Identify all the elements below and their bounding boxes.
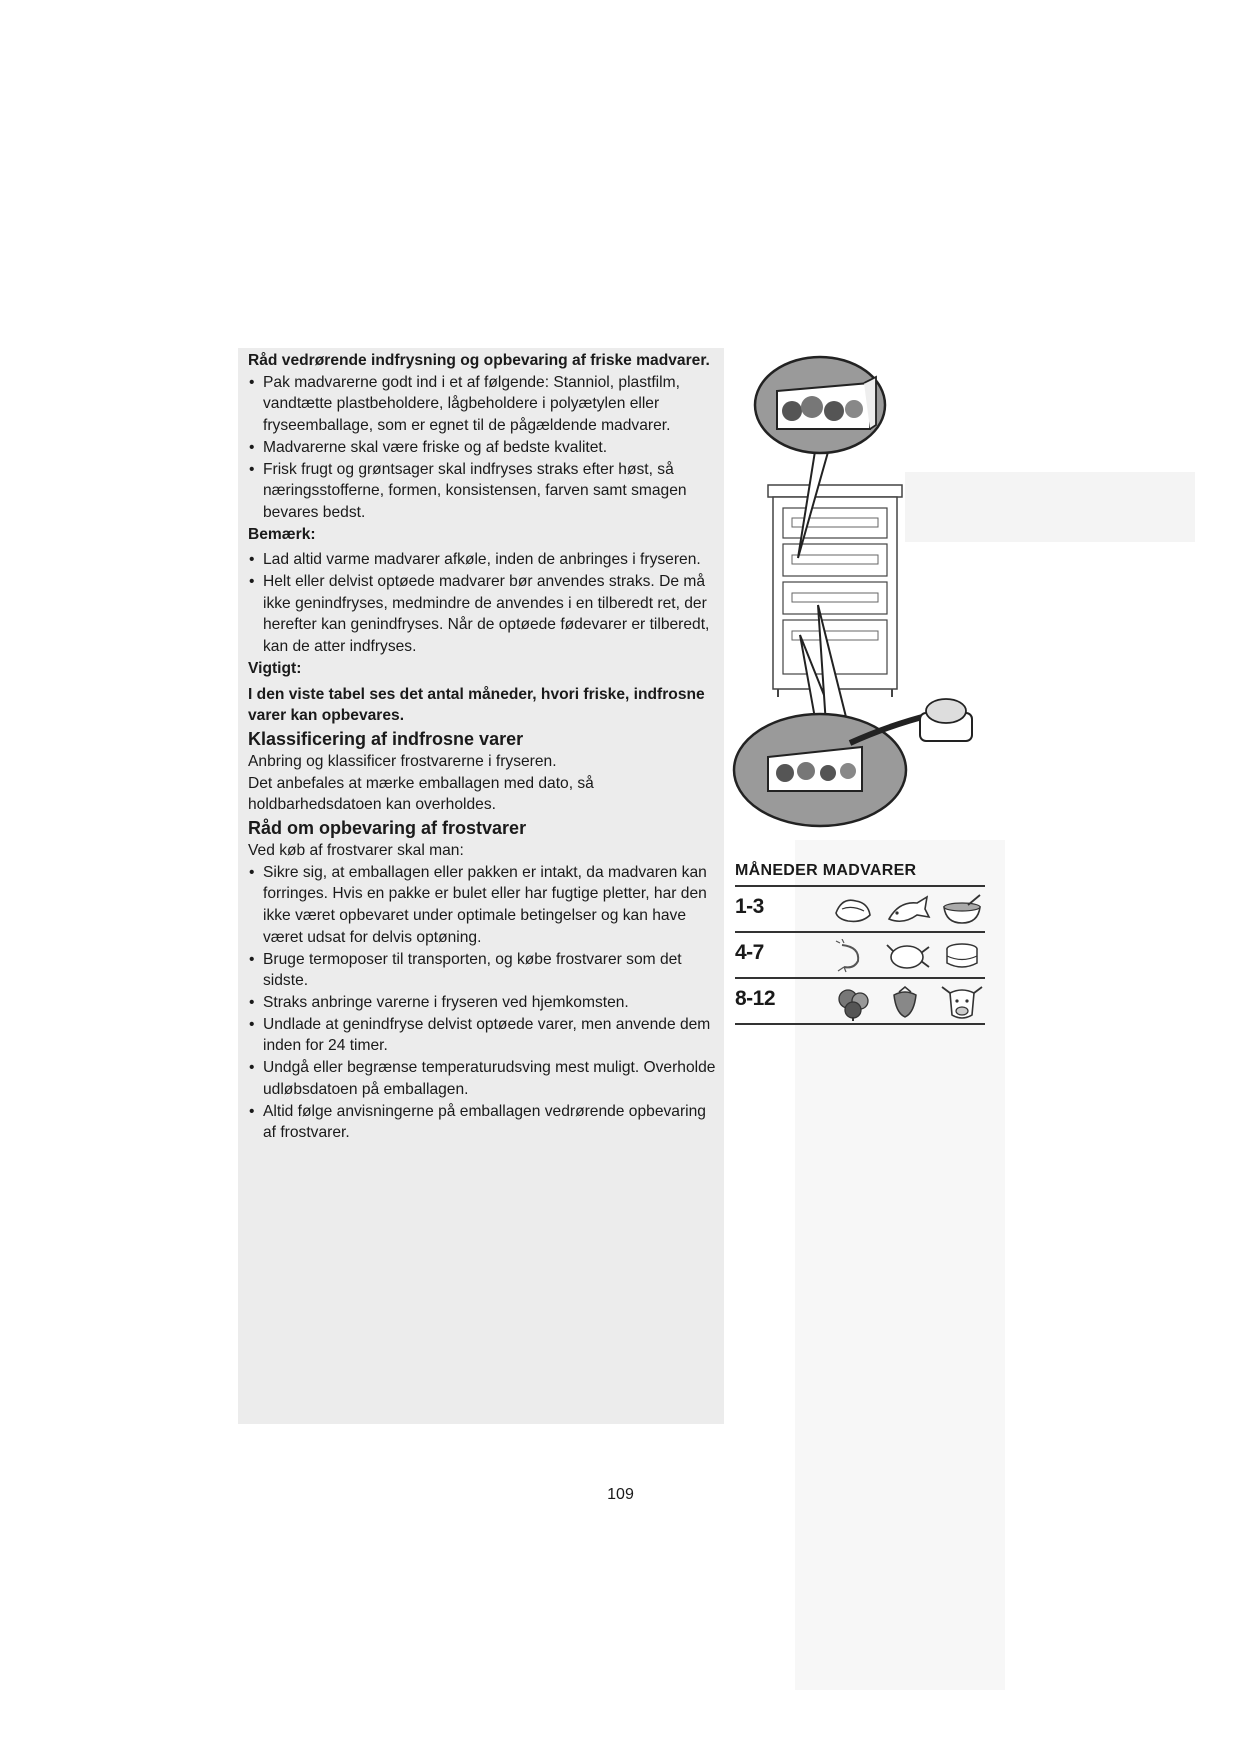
list-item: • Straks anbringe varerne i fryseren ved hjemkomsten.: [248, 992, 718, 1014]
table-row: [735, 887, 985, 933]
poultry-icon: [885, 939, 931, 973]
table-row: [735, 979, 985, 1025]
list-item: • Lad altid varme madvarer afkøle, inden de anbringes i fryseren.: [248, 549, 718, 571]
main-text-column: [248, 350, 718, 1144]
soup-bowl-icon: [940, 893, 984, 927]
cake-icon: [940, 939, 984, 973]
storage-months-table: [735, 862, 985, 1025]
list-item: • Pak madvarerne godt ind i et af følgende: Stanniol, plastfilm, vandtætte plastbeholdere, lågbeholdere i polyætylen eller fryseemballage, som er egnet til de pågældende madvarer.: [248, 372, 718, 437]
list-item: • Madvarerne skal være friske og af bedste kvalitet.: [248, 437, 718, 459]
classification-line: Anbring og klassificer frostvarerne i fryseren.: [248, 752, 557, 770]
shrimp-icon: [832, 939, 872, 973]
storage-list: [248, 862, 718, 1144]
shellfish-icon: [832, 893, 876, 927]
important-text: I den viste tabel ses det antal måneder, hvori friske, indfrosne varer kan opbevares.: [248, 685, 705, 725]
freezer-cabinet-icon: [768, 485, 902, 697]
vegetables-icon: [832, 985, 876, 1021]
list-item: • Helt eller delvist optøede madvarer bør anvendes straks. De må ikke genindfryses, medmindre de anvendes i en tilberedt ret, der herefter kan genindfryses. Når de optøede fødevarer er tilberedt, kan de atter indfryses.: [248, 571, 718, 658]
list-item: • Frisk frugt og grøntsager skal indfryses straks efter høst, så næringsstofferne, formen, konsistensen, farven samt smagen bevares bedst.: [248, 459, 718, 524]
months-label: 8-12: [735, 987, 776, 1010]
freezer-illustration: [730, 345, 990, 835]
months-label: 4-7: [735, 941, 764, 964]
page-number: 109: [607, 1486, 634, 1503]
list-item: • Undlade at genindfryse delvist optøede varer, men anvende dem inden for 24 timer.: [248, 1014, 718, 1057]
classification-line: Det anbefales at mærke emballagen med dato, så holdbarhedsdatoen kan overholdes.: [248, 774, 594, 814]
cow-icon: [940, 985, 984, 1023]
list-item: • Altid følge anvisningerne på emballagen vedrørende opbevaring af frostvarer.: [248, 1101, 718, 1144]
note-title: Bemærk:: [248, 525, 316, 543]
fish-icon: [885, 893, 931, 927]
strawberry-icon: [890, 985, 920, 1019]
list-item: • Undgå eller begrænse temperaturudsving mest muligt. Overholde udløbsdatoen på emballagen.: [248, 1057, 718, 1100]
table-header: MÅNEDER MADVARER: [735, 862, 985, 887]
storage-heading: Råd om opbevaring af frostvarer: [248, 818, 527, 839]
note-list: [248, 549, 718, 658]
classification-heading: Klassificering af indfrosne varer: [248, 728, 524, 749]
list-item: • Bruge termoposer til transporten, og købe frostvarer som det sidste.: [248, 949, 718, 992]
storage-intro: Ved køb af frostvarer skal man:: [248, 842, 464, 860]
list-item: • Sikre sig, at emballagen eller pakken er intakt, da madvaren kan forringes. Hvis en pakke er bulet eller har fugtige pletter, har den ikke været opbevaret under optimale betingelser og kan have været udsat for delvis optøning.: [248, 862, 718, 949]
months-label: 1-3: [735, 895, 764, 918]
table-row: [735, 933, 985, 979]
important-title: Vigtigt:: [248, 659, 302, 677]
advice-list: [248, 372, 718, 524]
advice-title: Råd vedrørende indfrysning og opbevaring af friske madvarer.: [248, 352, 710, 369]
